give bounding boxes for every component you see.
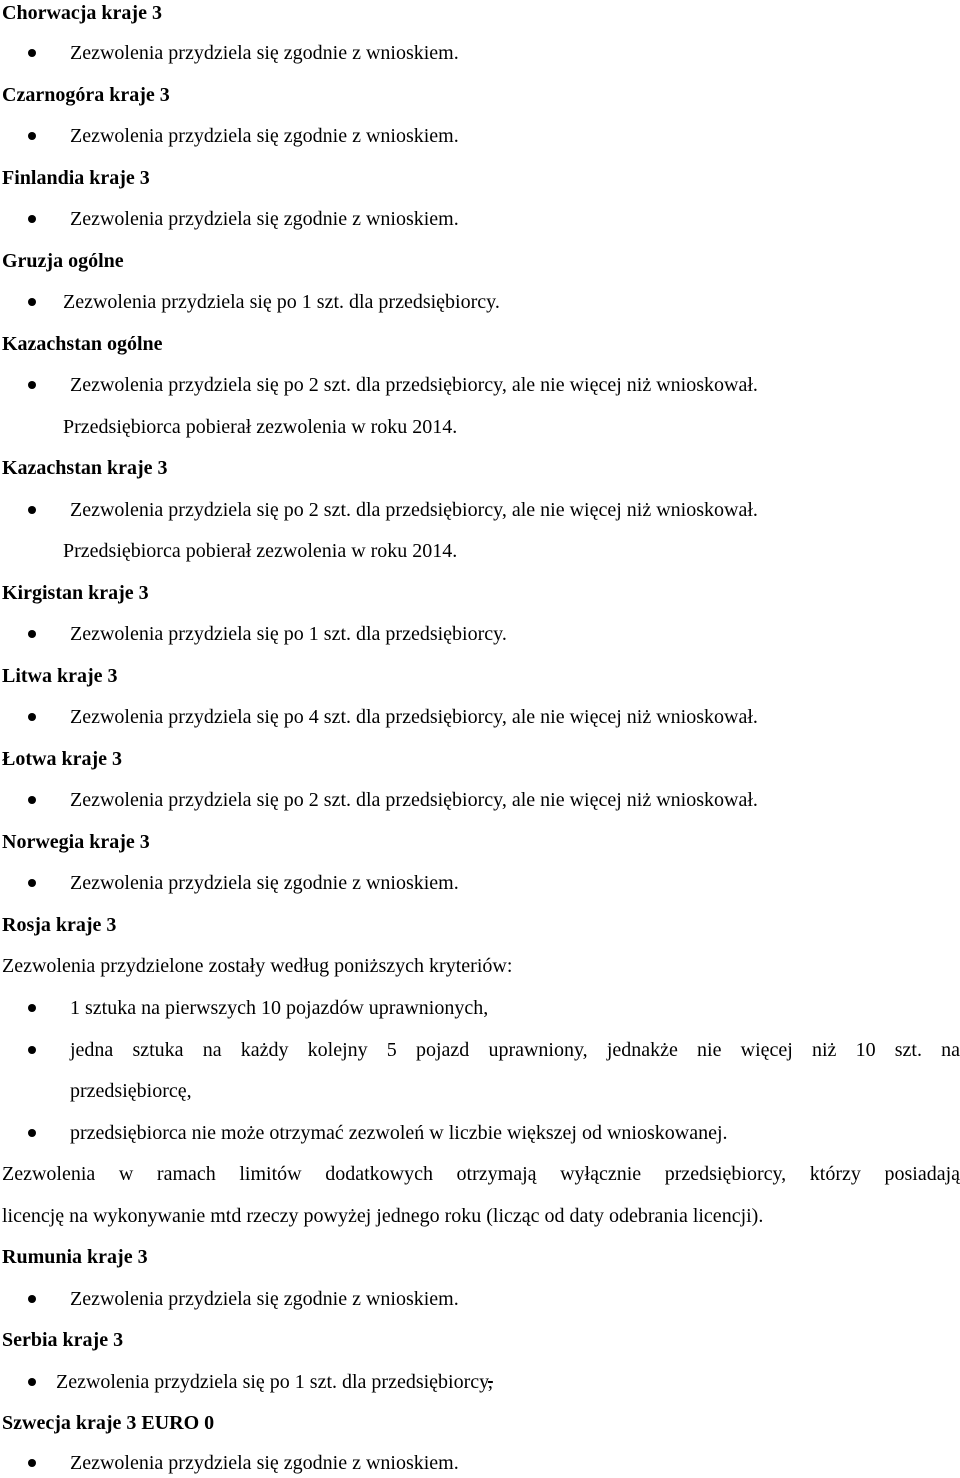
list-item: Zezwolenia przydziela się po 4 szt. dla przedsiębiorcy, ale nie więcej niż wnioskował.: [0, 702, 960, 732]
bullet-icon: [28, 49, 36, 57]
section-heading-gruzja: Gruzja ogólne: [2, 250, 124, 272]
list-item: Zezwolenia przydziela się zgodnie z wnioskiem.: [0, 121, 960, 151]
bullet-icon: [28, 1129, 36, 1137]
section-heading-litwa: Litwa kraje 3: [2, 665, 118, 687]
bullet-icon: [28, 298, 36, 306]
bullet-icon: [28, 713, 36, 721]
section-heading-norwegia: Norwegia kraje 3: [2, 831, 150, 853]
bullet-icon: [28, 879, 36, 887]
bullet-icon: [28, 1295, 36, 1303]
section-heading-czarnogora: Czarnogóra kraje 3: [2, 84, 170, 106]
bullet-icon: [28, 1046, 36, 1054]
list-item-continuation: Przedsiębiorca pobierał zezwolenia w roku 2014.: [63, 416, 458, 438]
section-heading-rumunia: Rumunia kraje 3: [2, 1246, 148, 1268]
list-item: Zezwolenia przydziela się po 1 szt. dla przedsiębiorcy.: [0, 287, 960, 317]
bullet-icon: [28, 215, 36, 223]
section-heading-kazachstan-ogolne: Kazachstan ogólne: [2, 333, 163, 355]
bullet-icon: [28, 506, 36, 514]
list-item: Zezwolenia przydziela się po 2 szt. dla przedsiębiorcy, ale nie więcej niż wnioskował.: [0, 495, 960, 525]
section-heading-rosja: Rosja kraje 3: [2, 914, 117, 936]
section-heading-kazachstan-kraje: Kazachstan kraje 3: [2, 457, 168, 479]
bullet-icon: [28, 1004, 36, 1012]
section-heading-finlandia: Finlandia kraje 3: [2, 167, 150, 189]
list-item: Zezwolenia przydziela się zgodnie z wnioskiem.: [0, 868, 960, 898]
bullet-icon: [28, 1378, 36, 1386]
bullet-icon: [28, 630, 36, 638]
section-heading-lotwa: Łotwa kraje 3: [2, 748, 122, 770]
rosja-intro: Zezwolenia przydzielone zostały według poniższych kryteriów:: [2, 955, 513, 977]
section-heading-kirgistan: Kirgistan kraje 3: [2, 582, 149, 604]
list-item: przedsiębiorca nie może otrzymać zezwoleń w liczbie większej od wnioskowanej.: [0, 1118, 960, 1148]
bullet-icon: [28, 132, 36, 140]
section-heading-chorwacja: Chorwacja kraje 3: [2, 2, 162, 24]
bullet-icon: [28, 381, 36, 389]
list-item: jedna sztuka na każdy kolejny 5 pojazd uprawniony, jednakże nie więcej niż 10 szt. na: [0, 1035, 960, 1065]
list-item: Zezwolenia przydziela się zgodnie z wnioskiem.: [0, 1284, 960, 1314]
struck-comma: ,: [487, 1371, 493, 1393]
section-heading-szwecja: Szwecja kraje 3 EURO 0: [2, 1412, 215, 1434]
rosja-note-line-2: licencję na wykonywanie mtd rzeczy powyżej jednego roku (licząc od daty odebrania licencji).: [2, 1205, 764, 1227]
list-item-continuation: przedsiębiorcę,: [70, 1080, 192, 1102]
list-item: Zezwolenia przydziela się po 2 szt. dla przedsiębiorcy, ale nie więcej niż wnioskował.: [0, 370, 960, 400]
list-item: Zezwolenia przydziela się po 1 szt. dla przedsiębiorcy.: [0, 619, 960, 649]
list-item-continuation: Przedsiębiorca pobierał zezwolenia w roku 2014.: [63, 540, 458, 562]
list-item: 1 sztuka na pierwszych 10 pojazdów uprawnionych,: [0, 993, 960, 1023]
rosja-note-line-1: Zezwolenia w ramach limitów dodatkowych otrzymają wyłącznie przedsiębiorcy, którzy posiadają: [2, 1163, 960, 1185]
list-item: Zezwolenia przydziela się zgodnie z wnioskiem.: [0, 204, 960, 234]
section-heading-serbia: Serbia kraje 3: [2, 1329, 124, 1351]
list-item: Zezwolenia przydziela się po 1 szt. dla przedsiębiorcy,: [0, 1367, 960, 1397]
list-item: Zezwolenia przydziela się zgodnie z wnioskiem.: [0, 38, 960, 68]
list-item: Zezwolenia przydziela się po 2 szt. dla przedsiębiorcy, ale nie więcej niż wnioskował.: [0, 785, 960, 815]
list-item: Zezwolenia przydziela się zgodnie z wnioskiem.: [0, 1448, 960, 1478]
bullet-icon: [28, 796, 36, 804]
bullet-icon: [28, 1459, 36, 1467]
